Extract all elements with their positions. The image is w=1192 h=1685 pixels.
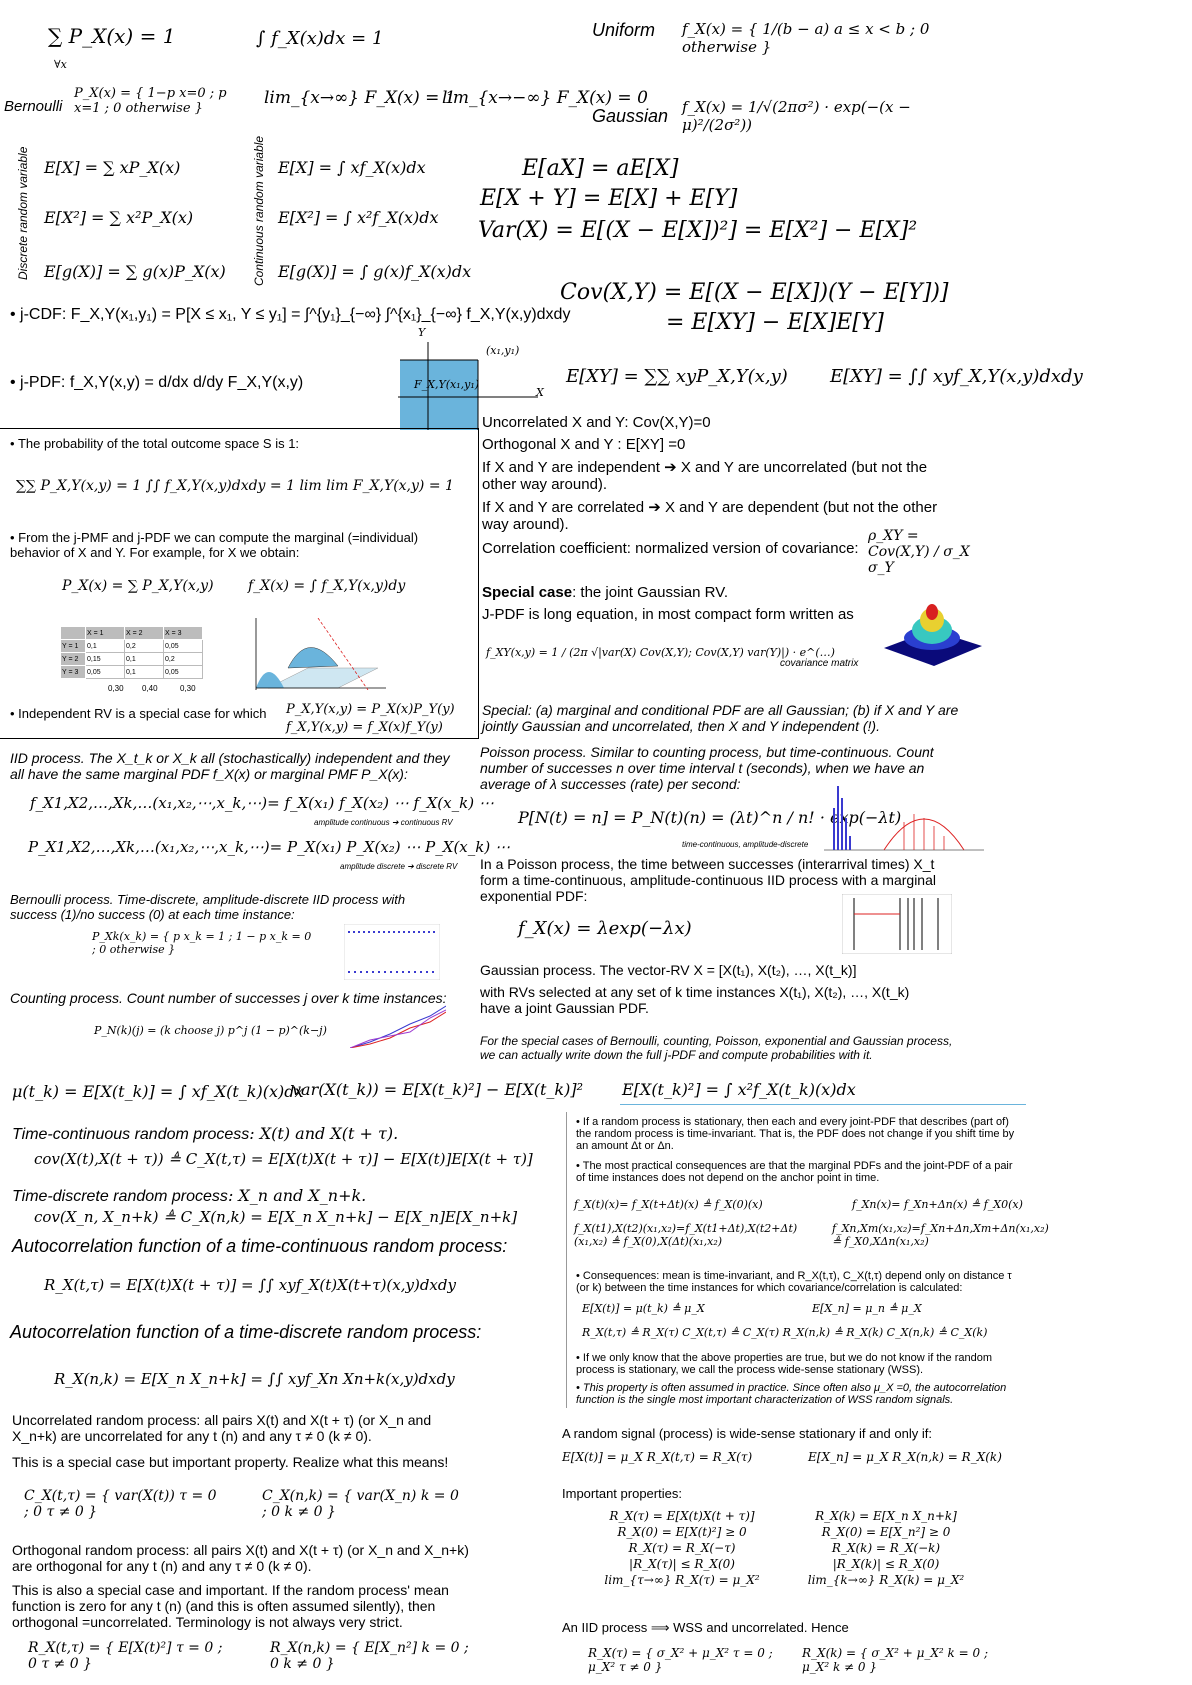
table-cell: 0,1 (86, 640, 125, 653)
discrete-g-mean: E[g(X)] = ∑ g(x)P_X(x) (44, 262, 226, 281)
poisson-process-text: Poisson process. Similar to counting process, but time-continuous. Count number of successes n over time interval t (seconds), when we have an average of λ successes (rate) per second: (480, 744, 934, 792)
discrete-rv-label: Discrete random variable (16, 146, 30, 280)
independent-rv-text: • Independent RV is a special case for which (10, 706, 267, 721)
property-item: R_X(k) = R_X(−k) (831, 1541, 941, 1555)
poisson-note: time-continuous, amplitude-discrete (682, 840, 809, 849)
gaussian-3d-plot (874, 598, 984, 668)
variance-formula: Var(X) = E[(X − E[X])²] = E[X²] − E[X]² (478, 218, 918, 243)
bernoulli-label: Bernoulli (4, 98, 63, 115)
correlation-coef-formula: ρ_XY = Cov(X,Y) / σ_X σ_Y (868, 528, 970, 576)
tc-process-title: Time-continuous random process (12, 1126, 250, 1143)
orthogonal-process-text: Orthogonal random process: all pairs X(t) and X(t + τ) (or X_n and X_n+k) are orthogonal for any t (n) and any τ ≠ 0 (k ≠ 0). (12, 1542, 469, 1574)
interarrival-formula: f_X(x) = λexp(−λx) (518, 918, 692, 939)
total-prob-formulas: ∑∑ P_X,Y(x,y) = 1 ∫∫ f_X,Y(x,y)dxdy = 1 lim lim F_X,Y(x,y) = 1 (16, 478, 454, 494)
counting-process-formula: P_N(k)(j) = (k choose j) p^j (1 − p)^(k−j) (94, 1024, 327, 1037)
marginal-pmf: P_X(x) = ∑ P_X,Y(x,y) (62, 578, 214, 594)
table-total-2: 0,40 (142, 684, 158, 693)
tc-process-line (12, 1124, 398, 1144)
covariance-def: Cov(X,Y) = E[(X − E[X])(Y − E[Y])] (560, 280, 949, 305)
property-item: lim_{τ→∞} R_X(τ) = μ_X² (604, 1573, 760, 1587)
uncorrelated-process-text2: This is a special case but important property. Realize what this means! (12, 1454, 449, 1470)
interarrival-text: In a Poisson process, the time between successes (interarrival times) X_t form a time-continuous, amplitude-continuous IID process with a marginal exponential PDF: (480, 856, 936, 904)
stationary-dependence: R_X(t,τ) ≜ R_X(τ) C_X(t,τ) ≜ C_X(τ) R_X(n,k) ≜ R_X(k) C_X(n,k) ≜ C_X(k) (582, 1326, 988, 1339)
wss-definition-text: A random signal (process) is wide-sense stationary if and only if: (562, 1426, 932, 1441)
bernoulli-process-text: Bernoulli process. Time-discrete, amplitude-discrete IID process with success (1)/no success (0) at each time instance: (10, 892, 406, 922)
td-process-rest: : X_n and X_n+k. (227, 1186, 367, 1205)
iid-rk-formula: R_X(k) = { σ_X² + μ_X² k = 0 ; μ_X² k ≠ 0 } (802, 1646, 988, 1674)
orthogonal-process-text2: This is also a special case and important. If the random process' mean function is zero for any t (n) (and this is often assumed silently), then orthogonal =uncorrelated. Terminology is not always very strict. (12, 1582, 449, 1630)
special-case-rest: : the joint Gaussian RV. (572, 584, 729, 601)
special-case-line (482, 584, 728, 601)
table-cell: 0,1 (125, 666, 164, 679)
property-item: |R_X(k)| ≤ R_X(0) (832, 1557, 940, 1571)
table-cell: X = 1 (86, 627, 125, 640)
property-item: R_X(0) = E[X_n²] ≥ 0 (821, 1525, 951, 1539)
orthogonal-rn-formula: R_X(n,k) = { E[X_n²] k = 0 ; 0 k ≠ 0 } (270, 1640, 469, 1672)
bernoulli-process-formula: P_Xk(x_k) = { p x_k = 1 ; 1 − p x_k = 0 ; 0 otherwise } (92, 930, 312, 956)
table-cell: X = 2 (125, 627, 164, 640)
sum-pmf-formula: ∑ P_X(x) = 1 (48, 24, 176, 48)
marginal-pdf-sketch (248, 618, 386, 690)
autocorr-td-formula: R_X(n,k) = E[X_n X_n+k] = ∫∫ xyf_Xn Xn+k(x,y)dxdy (54, 1370, 455, 1388)
jcdf-figure-y: Y (418, 326, 426, 339)
variance-function: var(X(t_k)) = E[X(t_k)²] − E[X(t_k)]² (292, 1080, 584, 1099)
property-item: lim_{k→∞} R_X(k) = μ_X² (807, 1573, 965, 1587)
stationary-bullet-1: • If a random process is stationary, then each and every joint-PDF that describes (part of) the random process is time-invariant. That is, the PDF does not change if you shift time by an amount Δt or Δn. (576, 1116, 1016, 1152)
stationary-bullet-5: • This property is often assumed in practice. Since often also μ_X =0, the autocorrelation function is the single most important characterization of WSS random signals. (576, 1382, 1016, 1406)
table-cell: Y = 3 (61, 666, 86, 679)
table-cell: 0,2 (125, 640, 164, 653)
uniform-formula: f_X(x) = { 1/(b − a) a ≤ x < b ; 0 otherwise } (682, 20, 930, 56)
poisson-plot-svg (824, 778, 984, 852)
gaussian-3d-svg (874, 598, 984, 668)
discrete-mean: E[X] = ∑ xP_X(x) (44, 158, 181, 177)
interarrival-plot-svg (842, 894, 952, 954)
left-box-bottom (0, 738, 479, 739)
table-cell (61, 627, 86, 640)
table-cell: X = 3 (164, 627, 203, 640)
table-total-3: 0,30 (180, 684, 196, 693)
second-moment-underline (620, 1104, 1026, 1105)
td-covariance: cov(X_n, X_n+k) ≜ C_X(n,k) = E[X_n X_n+k] − E[X_n]E[X_n+k] (34, 1208, 518, 1226)
td-process-title: Time-discrete random process (12, 1188, 228, 1205)
iid-process-text: IID process. The X_t_k or X_k all (stochastically) independent and they all have the same marginal PDF f_X(x) or marginal PMF P_X(x): (10, 750, 450, 782)
limit-zero-formula: lim_{x→−∞} F_X(x) = 0 (442, 88, 648, 108)
independent-pdf: f_X,Y(x,y) = f_X(x)f_Y(y) (286, 720, 443, 735)
bernoulli-formula: P_X(x) = { 1−p x=0 ; p x=1 ; 0 otherwise } (74, 86, 227, 116)
total-prob-text: • The probability of the total outcome space S is 1: (10, 436, 299, 451)
properties-right-list (806, 1508, 966, 1588)
wss-tc-conditions: E[X(t)] = μ_X R_X(t,τ) = R_X(τ) (562, 1450, 753, 1464)
property-item: |R_X(τ)| ≤ R_X(0) (629, 1557, 735, 1571)
gaussian-formula: f_X(x) = 1/√(2πσ²) · exp(−(x − μ)²/(2σ²)) (682, 98, 911, 134)
second-moment-function: E[X(t_k)²] = ∫ x²f_X(t_k)(x)dx (622, 1080, 856, 1099)
jcdf-figure-x: X (536, 386, 544, 399)
linearity-scalar: E[aX] = aE[X] (522, 156, 679, 181)
table-row (61, 627, 203, 640)
stationary-mean-tc: E[X(t)] = μ(t_k) ≜ μ_X (582, 1302, 705, 1315)
sum-pmf-sub: ∀x (54, 58, 67, 71)
property-item: R_X(τ) = R_X(−τ) (628, 1541, 736, 1555)
jcdf-region (400, 360, 478, 430)
table-row (61, 666, 203, 679)
jcdf-figure-label: F_X,Y(x₁,y₁) (414, 378, 480, 391)
wss-td-conditions: E[X_n] = μ_X R_X(n,k) = R_X(k) (808, 1450, 1002, 1464)
jpdf-long-text: J-PDF is long equation, in most compact form written as (482, 606, 854, 623)
iid-pmf-note: amplitude discrete ➔ discrete RV (340, 862, 458, 871)
special-gaussian-note: Special: (a) marginal and conditional PDF are all Gaussian; (b) if X and Y are jointly Gaussian and uncorrelated, then X and Y independent (!). (482, 702, 959, 734)
bernoulli-plot-svg (344, 924, 440, 980)
property-item: R_X(τ) = E[X(t)X(t + τ)] (609, 1509, 755, 1523)
table-row (61, 640, 203, 653)
poisson-formula: P[N(t) = n] = P_N(t)(n) = (λt)^n / n! · exp(−λt) (518, 808, 902, 827)
table-cell: Y = 2 (61, 653, 86, 666)
stationary-bullet-4: • If we only know that the above properties are true, but we do not know if the random process is stationary, we call the process wide-sense stationary (WSS). (576, 1352, 1016, 1376)
linearity-sum: E[X + Y] = E[X] + E[Y] (480, 186, 738, 211)
properties-left-list (602, 1508, 762, 1588)
table-cell: 0,05 (164, 640, 203, 653)
stationary-marginal-td: f_Xn(x)= f_Xn+Δn(x) ≜ f_X0(x) (852, 1198, 1023, 1211)
joint-pmf-table (60, 626, 203, 679)
orthogonal-rt-formula: R_X(t,τ) = { E[X(t)²] τ = 0 ; 0 τ ≠ 0 } (28, 1640, 223, 1672)
table-total-1: 0,30 (108, 684, 124, 693)
continuous-second-moment: E[X²] = ∫ x²f_X(x)dx (278, 208, 439, 227)
table-cell: 0,15 (86, 653, 125, 666)
important-properties-title: Important properties: (562, 1486, 682, 1501)
stationary-joint-td: f_Xn,Xm(x₁,x₂)=f_Xn+Δn,Xm+Δn(x₁,x₂) ≜ f_X0,XΔn(x₁,x₂) (832, 1222, 1049, 1248)
bernoulli-plot (344, 924, 440, 980)
table-cell: 0,2 (164, 653, 203, 666)
counting-plot-svg (350, 1004, 446, 1048)
td-process-line (12, 1186, 366, 1206)
continuous-rv-label: Continuous random variable (252, 135, 266, 286)
jcdf-figure-point: (x₁,y₁) (486, 344, 520, 357)
special-case-title: Special case (482, 584, 573, 601)
marginal-text: • From the j-PMF and j-PDF we can compute the marginal (=individual) behavior of X and Y. For example, for X we obtain: (10, 530, 460, 560)
marginal-pdf: f_X(x) = ∫ f_X,Y(x,y)dy (248, 578, 406, 594)
uniform-label: Uniform (592, 20, 656, 40)
gaussian-process-text2: with RVs selected at any set of k time instances X(t₁), X(t₂), …, X(t_k) have a joint Gaussian PDF. (480, 984, 910, 1016)
table-cell: 0,05 (164, 666, 203, 679)
iid-rt-formula: R_X(τ) = { σ_X² + μ_X² τ = 0 ; μ_X² τ ≠ 0 } (588, 1646, 773, 1674)
discrete-second-moment: E[X²] = ∑ x²P_X(x) (44, 208, 194, 227)
orthogonal-line: Orthogonal X and Y : E[XY] =0 (482, 436, 686, 453)
stationary-marginal-tc: f_X(t)(x)= f_X(t+Δt)(x) ≜ f_X(0)(x) (574, 1198, 763, 1211)
stationary-box-left (566, 1112, 567, 1408)
limit-one-formula: lim_{x→∞} F_X(x) = 1 (264, 88, 456, 108)
integral-pdf-formula: ∫ f_X(x)dx = 1 (256, 28, 384, 49)
autocorr-tc-formula: R_X(t,τ) = E[X(t)X(t + τ)] = ∫∫ xyf_X(t)X(t+τ)(x,y)dxdy (44, 1276, 456, 1294)
table-row (61, 653, 203, 666)
property-item: R_X(k) = E[X_n X_n+k] (815, 1509, 957, 1523)
jpdf-formula: • j-PDF: f_X,Y(x,y) = d/dx d/dy F_X,Y(x,y) (10, 374, 303, 392)
iid-pdf-formula: f_X1,X2,…,Xk,…(x₁,x₂,⋯,x_k,⋯)= f_X(x₁) f_X(x₂) ⋯ f_X(x_k) ⋯ (30, 794, 494, 812)
uncorrelated-process-text: Uncorrelated random process: all pairs X(t) and X(t + τ) (or X_n and X_n+k) are uncorrelated for any t (n) and any τ ≠ 0 (k ≠ 0). (12, 1412, 432, 1444)
correlated-implies-line: If X and Y are correlated ➔ X and Y are dependent (but not the other way around). (482, 499, 938, 533)
independent-pmf: P_X,Y(x,y) = P_X(x)P_Y(y) (286, 702, 455, 717)
left-box-right (478, 428, 479, 738)
autocorr-td-title: Autocorrelation function of a time-discrete random process: (10, 1322, 482, 1342)
interarrival-plot (842, 894, 952, 954)
jcdf-formula: • j-CDF: F_X,Y(x₁,y₁) = P[X ≤ x₁, Y ≤ y₁] = ∫^{y₁}_{−∞} ∫^{x₁}_{−∞} f_X,Y(x,y)dxdy (10, 306, 570, 324)
stationary-mean-td: E[X_n] = μ_n ≜ μ_X (812, 1302, 922, 1315)
continuous-g-mean: E[g(X)] = ∫ g(x)f_X(x)dx (278, 262, 472, 281)
iid-pdf-note: amplitude continuous ➔ continuous RV (314, 818, 453, 827)
stationary-bullet-3: • Consequences: mean is time-invariant, and R_X(t,τ), C_X(t,τ) depend only on distance τ (or k) between the time instances for which covariance/correlation is calculated: (576, 1270, 1016, 1294)
correlation-coef-line: Correlation coefficient: normalized version of covariance: (482, 540, 859, 557)
iid-wss-text: An IID process ⟹ WSS and uncorrelated. Hence (562, 1620, 849, 1635)
covariance-short: = E[XY] − E[X]E[Y] (666, 310, 884, 335)
tc-covariance: cov(X(t),X(t + τ)) ≜ C_X(t,τ) = E[X(t)X(t + τ)] − E[X(t)]E[X(t + τ)] (34, 1150, 533, 1168)
table-cell: 0,1 (125, 653, 164, 666)
mean-function: μ(t_k) = E[X(t_k)] = ∫ xf_X(t_k)(x)dx (12, 1082, 304, 1101)
marginal-pdf-svg (248, 618, 386, 690)
stationary-joint-tc: f_X(t1),X(t2)(x₁,x₂)=f_X(t1+Δt),X(t2+Δt)(x₁,x₂) ≜ f_X(0),X(Δt)(x₁,x₂) (574, 1222, 798, 1248)
table-cell: 0,05 (86, 666, 125, 679)
property-item: R_X(0) = E[X(t)²] ≥ 0 (617, 1525, 747, 1539)
exy-discrete: E[XY] = ∑∑ xyP_X,Y(x,y) (566, 366, 788, 387)
uncorrelated-ct-formula: C_X(t,τ) = { var(X(t)) τ = 0 ; 0 τ ≠ 0 } (24, 1488, 217, 1520)
covariance-matrix-label: covariance matrix (780, 658, 859, 669)
autocorr-tc-title: Autocorrelation function of a time-continuous random process: (12, 1236, 508, 1256)
uncorrelated-cn-formula: C_X(n,k) = { var(X_n) k = 0 ; 0 k ≠ 0 } (262, 1488, 459, 1520)
continuous-mean: E[X] = ∫ xf_X(x)dx (278, 158, 426, 177)
joint-gaussian-formula: f_XY(x,y) = 1 / (2π √|var(X) Cov(X,Y); Cov(X,Y) var(Y)|) · e^(…) (486, 646, 835, 659)
counting-plot (350, 1004, 446, 1048)
table-cell: Y = 1 (61, 640, 86, 653)
uncorrelated-line: Uncorrelated X and Y: Cov(X,Y)=0 (482, 414, 711, 431)
gaussian-process-text1: Gaussian process. The vector-RV X = [X(t₁), X(t₂), …, X(t_k)] (480, 962, 857, 978)
iid-pmf-formula: P_X1,X2,…,Xk,…(x₁,x₂,⋯,x_k,⋯)= P_X(x₁) P_X(x₂) ⋯ P_X(x_k) ⋯ (28, 838, 510, 856)
gaussian-label: Gaussian (592, 106, 669, 126)
counting-process-text: Counting process. Count number of successes j over k time instances: (10, 990, 447, 1006)
exy-continuous: E[XY] = ∫∫ xyf_X,Y(x,y)dxdy (830, 366, 1083, 387)
stationary-bullet-2: • The most practical consequences are that the marginal PDFs and the joint-PDF of a pair of time instances does not depend on the anchor point in time. (576, 1160, 1016, 1184)
tc-process-rest: : X(t) and X(t + τ). (249, 1124, 399, 1143)
gaussian-process-note: For the special cases of Bernoulli, counting, Poisson, exponential and Gaussian process, we can actually write down the full j-PDF and compute probabilities with it. (480, 1034, 953, 1062)
left-box-top (0, 428, 478, 429)
poisson-plot (824, 778, 984, 852)
independent-implies-line: If X and Y are independent ➔ X and Y are uncorrelated (but not the other way around). (482, 459, 928, 493)
